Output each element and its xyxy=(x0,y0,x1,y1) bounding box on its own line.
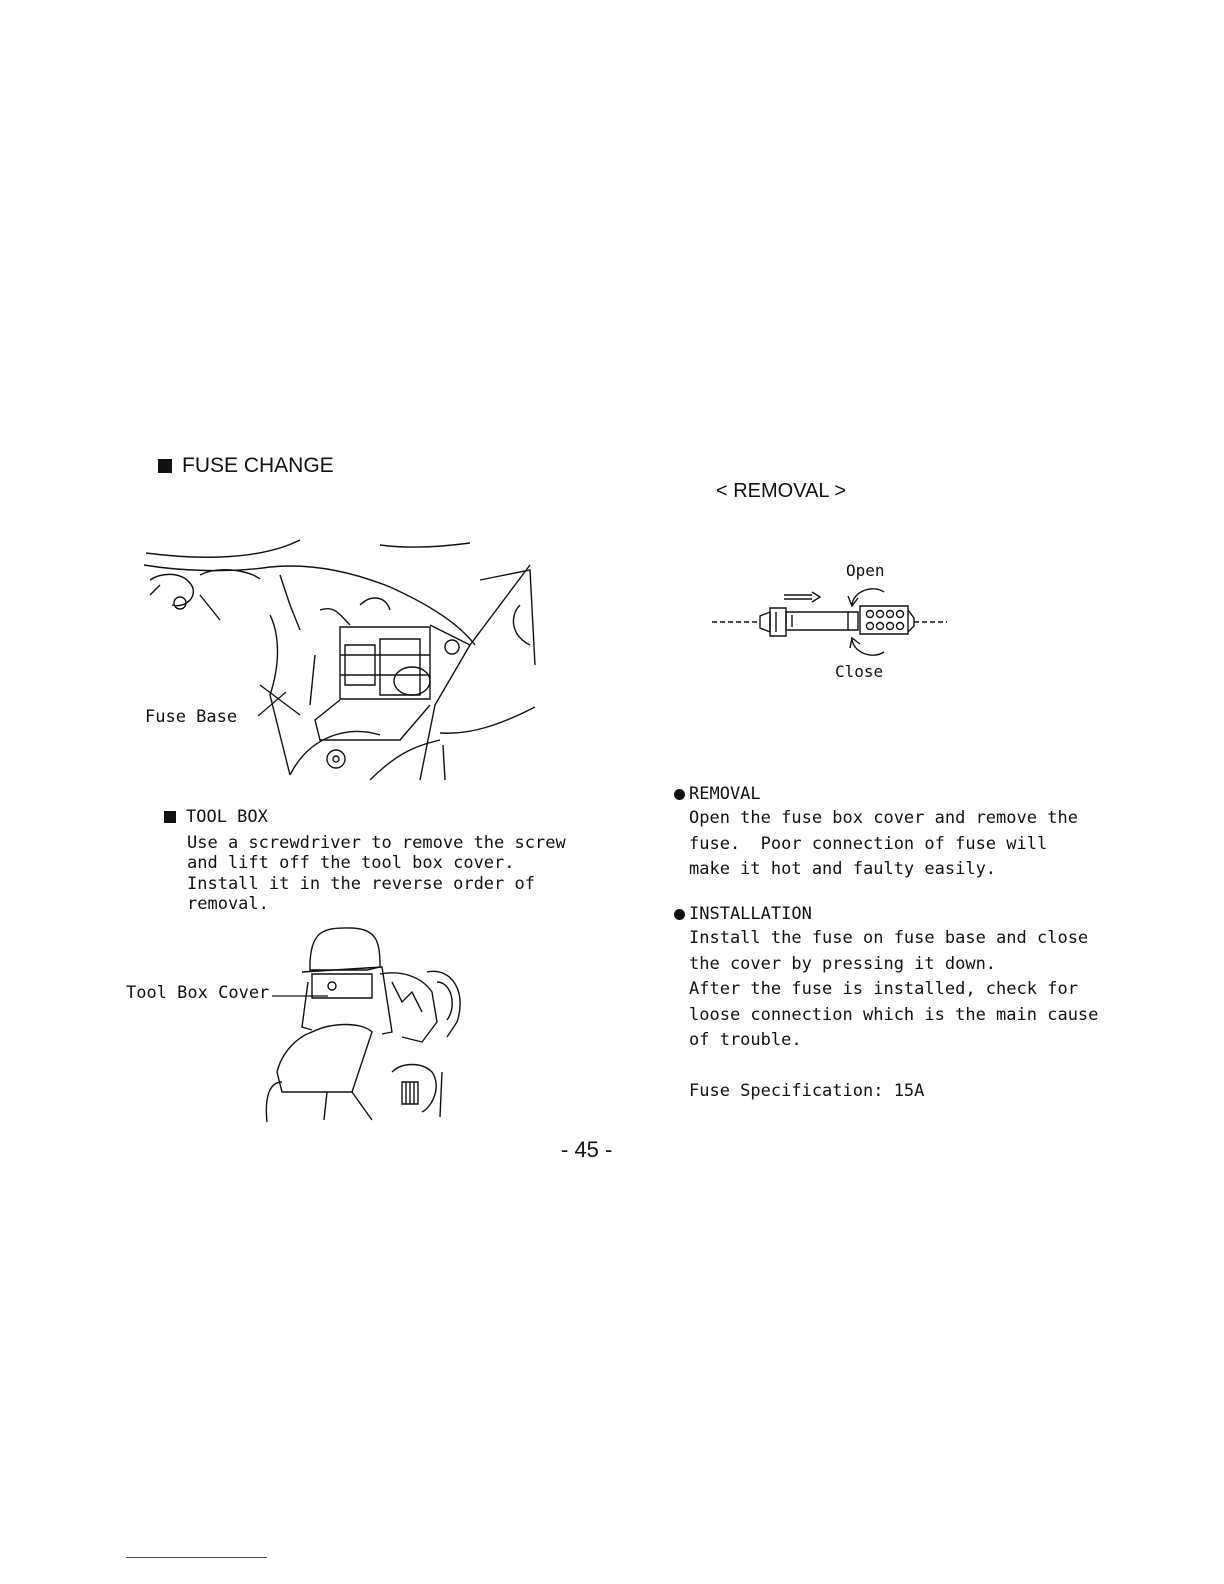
section-title-text: FUSE CHANGE xyxy=(182,454,334,477)
installation-heading-text: INSTALLATION xyxy=(689,904,812,924)
square-bullet-icon xyxy=(158,459,172,473)
removal-section xyxy=(674,784,1078,883)
fuse-base-label: Fuse Base xyxy=(145,707,238,727)
tool-box-heading-text: TOOL BOX xyxy=(186,807,268,827)
square-bullet-icon xyxy=(164,811,176,823)
removal-diagram-title: < REMOVAL > xyxy=(716,480,847,502)
tool-box-section xyxy=(164,807,566,915)
open-label: Open xyxy=(846,561,885,580)
fuse-base-leader-line xyxy=(258,690,288,720)
installation-line: Install the fuse on fuse base and close xyxy=(689,928,1089,948)
fuse-holder-diagram xyxy=(712,582,952,662)
tool-box-heading xyxy=(164,807,566,828)
removal-line: Open the fuse box cover and remove the xyxy=(689,808,1078,828)
bottom-rule xyxy=(126,1557,267,1558)
removal-line: make it hot and faulty easily. xyxy=(689,859,997,879)
tool-box-cover-label: Tool Box Cover xyxy=(126,983,270,1003)
removal-line: fuse. Poor connection of fuse will xyxy=(689,833,1048,854)
section-title xyxy=(158,454,334,478)
tool-box-body xyxy=(187,833,566,915)
installation-line: the cover by pressing it down. xyxy=(689,953,997,974)
installation-line: After the fuse is installed, check for xyxy=(689,979,1078,999)
installation-section xyxy=(674,904,1098,1054)
removal-heading xyxy=(674,784,1078,804)
installation-line: loose connection which is the main cause xyxy=(689,1004,1099,1025)
fuse-base-illustration xyxy=(140,535,550,785)
tool-box-line: removal. xyxy=(187,894,269,914)
installation-line: of trouble. xyxy=(689,1030,802,1050)
tool-box-cover-leader-line xyxy=(272,990,332,1002)
installation-body xyxy=(689,926,1098,1054)
removal-heading-text: REMOVAL xyxy=(689,784,761,804)
round-bullet-icon xyxy=(674,909,685,920)
tool-box-cover-illustration xyxy=(262,922,482,1122)
tool-box-line: Use a screwdriver to remove the screw xyxy=(187,832,566,853)
close-label: Close xyxy=(835,662,884,681)
tool-box-line: Install it in the reverse order of xyxy=(187,873,535,894)
removal-body xyxy=(689,806,1078,883)
installation-heading xyxy=(674,904,1098,924)
fuse-specification: Fuse Specification: 15A xyxy=(689,1081,925,1101)
page-number: - 45 - xyxy=(561,1137,613,1162)
tool-box-line: and lift off the tool box cover. xyxy=(187,853,515,873)
round-bullet-icon xyxy=(674,789,685,800)
